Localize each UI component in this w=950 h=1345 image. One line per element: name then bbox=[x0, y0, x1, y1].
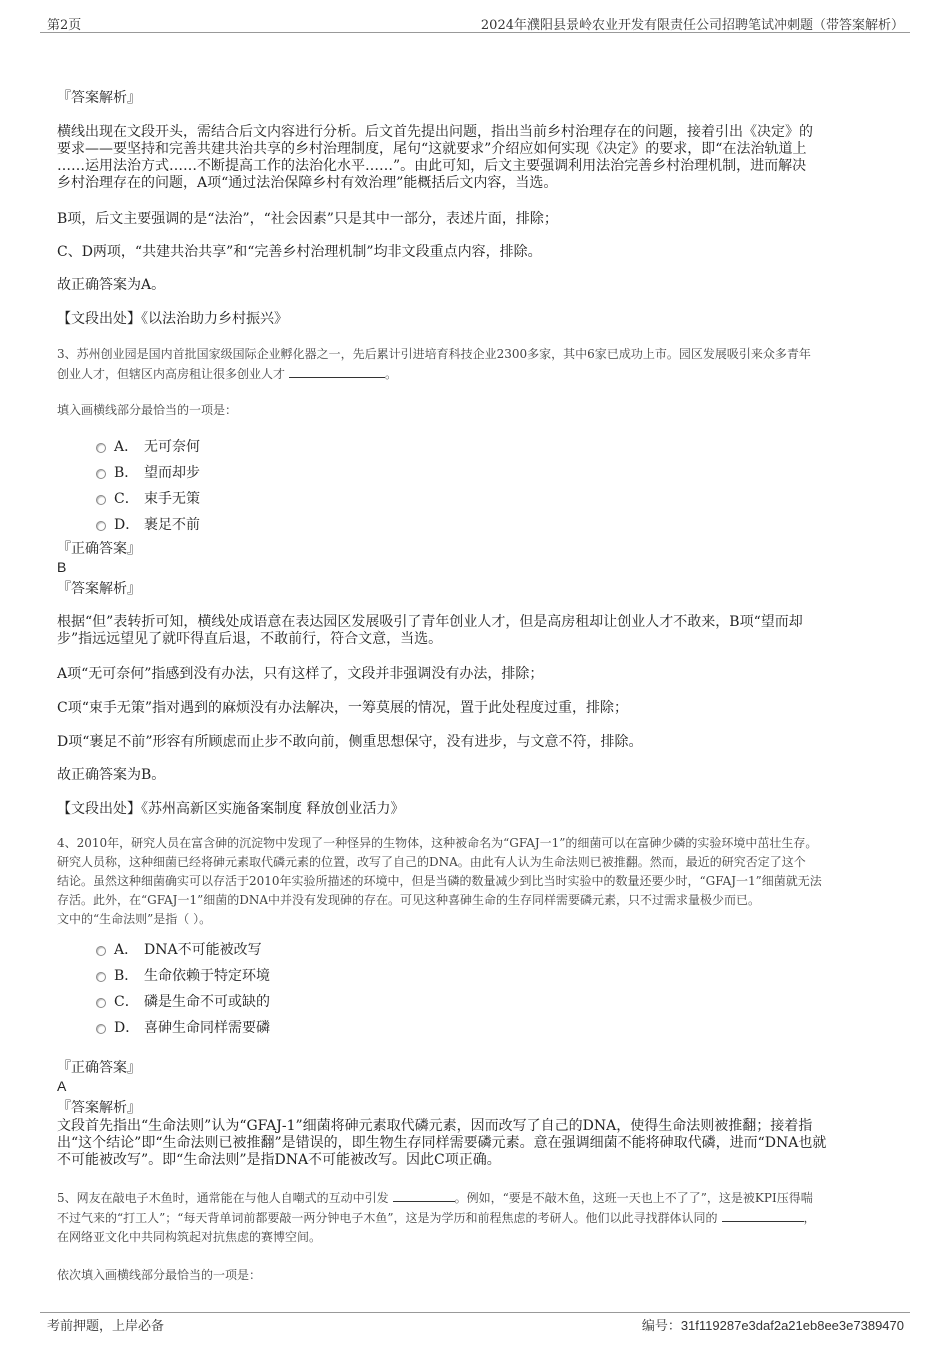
option-text: 无可奈何 bbox=[144, 439, 200, 455]
q5-stem-line2a: 不过气来的“打工人”；“每天背单词前都要敲一两分钟电子木鱼”，这是为学历和前程焦虑的考研人。他们以此寻找群体认同的 bbox=[57, 1211, 718, 1225]
q5-stem-line bbox=[57, 1208, 907, 1228]
option-letter: B． bbox=[114, 968, 139, 984]
q2-option-cd-explanation: C、D两项，“共建共治共享”和“完善乡村治理机制”均非文段重点内容，排除。 bbox=[57, 244, 542, 260]
option-text: 生命依赖于特定环境 bbox=[144, 968, 270, 984]
q5-stem-line1b: 。例如，“要是不敲木鱼，这班一天也上不了了”，这是被KPI压得喘 bbox=[454, 1191, 813, 1205]
q3-option-a-explanation: A项“无可奈何”指感到没有办法，只有这样了，文段并非强调没有办法，排除； bbox=[57, 666, 544, 682]
document-title: 2024年濮阳县景岭农业开发有限责任公司招聘笔试冲刺题（带答案解析） bbox=[480, 18, 904, 33]
q3-conclusion: 故正确答案为B。 bbox=[57, 767, 166, 783]
q2-analysis-line: 横线出现在文段开头，需结合后文内容进行分析。后文首先提出问题，指出当前乡村治理存在的问题，接着引出《决定》的 bbox=[57, 124, 813, 140]
q2-source: 【文段出处】《以法治助力乡村振兴》 bbox=[57, 311, 288, 327]
footer-code-value: 31f119287e3daf2a21eb8ee3e7389470 bbox=[680, 1318, 904, 1333]
option-letter: C． bbox=[114, 994, 139, 1010]
q4-analysis-body bbox=[57, 1118, 897, 1169]
q3-stem-line: 3、苏州创业园是国内首批国家级国际企业孵化器之一，先后累计引进培育科技企业2300多家，其中6家已成功上市。园区发展吸引来众多青年 bbox=[57, 347, 811, 361]
q5-stem-line: 在网络亚文化中共同构筑起对抗焦虑的赛博空间。 bbox=[57, 1230, 322, 1244]
q3-option-c[interactable] bbox=[96, 488, 200, 508]
q3-source: 【文段出处】《苏州高新区实施备案制度 释放创业活力》 bbox=[57, 801, 405, 817]
q3-option-c-explanation: C项“束手无策”指对遇到的麻烦没有办法解决，一筹莫展的情况，置于此处程度过重，排除； bbox=[57, 700, 629, 716]
radio-icon[interactable] bbox=[96, 1024, 106, 1034]
radio-icon[interactable] bbox=[96, 946, 106, 956]
radio-icon[interactable] bbox=[96, 972, 106, 982]
q4-analysis-label: 『答案解析』 bbox=[57, 1100, 141, 1116]
radio-icon[interactable] bbox=[96, 469, 106, 479]
q3-analysis-body bbox=[57, 614, 897, 648]
option-text: 望而却步 bbox=[144, 465, 200, 481]
q3-correct-answer: B bbox=[57, 559, 67, 575]
option-letter: D． bbox=[114, 1020, 140, 1036]
q3-option-a[interactable] bbox=[96, 436, 200, 456]
q4-option-d[interactable] bbox=[96, 1017, 270, 1037]
q4-analysis-line: 出“这个结论”即“生命法则已被推翻”是错误的，即生物生存同样需要磷元素。意在强调细菌不能将砷取代磷，进而“DNA也就 bbox=[57, 1135, 827, 1151]
option-text: 喜砷生命同样需要磷 bbox=[144, 1020, 270, 1036]
q3-stem-line2: 创业人才，但辖区内高房租让很多创业人才 bbox=[57, 367, 286, 381]
q3-prompt: 填入画横线部分最恰当的一项是： bbox=[57, 403, 238, 417]
q4-stem-line: 文中的“生命法则”是指（ ）。 bbox=[57, 912, 212, 926]
q3-analysis-line: 步”指远远望见了就吓得直后退，不敢前行，符合文意，当选。 bbox=[57, 631, 443, 647]
q5-stem-line bbox=[57, 1188, 907, 1208]
q2-analysis-line: 乡村治理存在的问题，A项“通过法治保障乡村有效治理”能概括后文内容，当选。 bbox=[57, 175, 558, 191]
q4-stem-line: 4、2010年，研究人员在富含砷的沉淀物中发现了一种怪异的生物体，这种被命名为“GFAJ一1”的细菌可以在富砷少磷的实验环境中茁壮生存。 bbox=[57, 836, 818, 850]
q4-option-c[interactable] bbox=[96, 991, 270, 1011]
q3-analysis-label: 『答案解析』 bbox=[57, 581, 141, 597]
radio-icon[interactable] bbox=[96, 998, 106, 1008]
option-letter: B． bbox=[114, 465, 139, 481]
q2-analysis-label: 『答案解析』 bbox=[57, 90, 141, 106]
page-number: 第2页 bbox=[47, 18, 82, 33]
footer-code bbox=[642, 1315, 904, 1334]
q5-stem bbox=[57, 1188, 907, 1247]
q3-stem bbox=[57, 345, 907, 384]
option-letter: A． bbox=[114, 942, 139, 958]
q4-option-a[interactable] bbox=[96, 939, 262, 959]
q3-option-b[interactable] bbox=[96, 462, 200, 482]
q2-analysis-line: 要求——要坚持和完善共建共治共享的乡村治理制度，尾句“这就要求”介绍应如何实现《决定》的要求，即“在法治轨道上 bbox=[57, 141, 807, 157]
option-text: DNA不可能被改写 bbox=[144, 942, 262, 958]
q4-stem bbox=[57, 834, 907, 929]
q3-option-d-explanation: D项“裹足不前”形容有所顾虑而止步不敢向前，侧重思想保守，没有进步，与文意不符，排除。 bbox=[57, 734, 643, 750]
q4-stem-line: 结论。虽然这种细菌确实可以存活于2010年实验所描述的环境中，但是当磷的数量减少到比当时实验中的数量还要少时，“GFAJ一1”细菌就无法 bbox=[57, 874, 822, 888]
radio-icon[interactable] bbox=[96, 443, 106, 453]
q3-correct-label: 『正确答案』 bbox=[57, 541, 141, 557]
q4-stem-line: 存活。此外，在“GFAJ一1”细菌的DNA中并没有发现砷的存在。可见这种喜砷生命的生存同样需要磷元素，只不过需求量极少而已。 bbox=[57, 893, 761, 907]
option-letter: C． bbox=[114, 491, 139, 507]
q2-analysis-line: ……运用法治方式……不断提高工作的法治化水平……”。由此可知，后文主要强调利用法治完善乡村治理机制，进而解决 bbox=[57, 158, 807, 174]
q2-analysis-body bbox=[57, 124, 897, 192]
q3-stem-line2-end: 。 bbox=[385, 367, 398, 381]
q4-stem-line: 研究人员称，这种细菌已经将砷元素取代磷元素的位置，改写了自己的DNA。由此有人认为生命法则已被推翻。然而，最近的研究否定了这个 bbox=[57, 855, 806, 869]
option-letter: A． bbox=[114, 439, 139, 455]
radio-icon[interactable] bbox=[96, 495, 106, 505]
option-text: 磷是生命不可或缺的 bbox=[144, 994, 270, 1010]
footer-code-label: 编号： bbox=[641, 1319, 681, 1334]
footer-divider bbox=[40, 1312, 910, 1313]
q5-blank-1[interactable] bbox=[393, 1188, 455, 1202]
q4-option-b[interactable] bbox=[96, 965, 270, 985]
q5-prompt: 依次填入画横线部分最恰当的一项是： bbox=[57, 1268, 262, 1282]
option-text: 束手无策 bbox=[144, 491, 200, 507]
q5-stem-line1a: 5、网友在敲电子木鱼时，通常能在与他人自嘲式的互动中引发 bbox=[57, 1191, 389, 1205]
q2-conclusion: 故正确答案为A。 bbox=[57, 277, 166, 293]
q3-option-d[interactable] bbox=[96, 514, 200, 534]
q4-correct-label: 『正确答案』 bbox=[57, 1060, 141, 1076]
option-text: 裹足不前 bbox=[144, 517, 200, 533]
q3-analysis-line: 根据“但”表转折可知，横线处成语意在表达园区发展吸引了青年创业人才，但是高房租却让创业人才不敢来，B项“望而却 bbox=[57, 614, 803, 630]
option-letter: D． bbox=[114, 517, 140, 533]
footer-slogan: 考前押题，上岸必备 bbox=[47, 1319, 165, 1334]
q4-correct-answer: A bbox=[57, 1078, 67, 1094]
q5-blank-2[interactable] bbox=[722, 1208, 804, 1222]
header-divider bbox=[40, 32, 910, 33]
q2-option-b-explanation: B项，后文主要强调的是“法治”，“社会因素”只是其中一部分，表述片面，排除； bbox=[57, 211, 558, 227]
q4-analysis-line: 不可能被改写”。即“生命法则”是指DNA不可能被改写。因此C项正确。 bbox=[57, 1152, 501, 1168]
q4-analysis-line: 文段首先指出“生命法则”认为“GFAJ-1”细菌将砷元素取代磷元素，因而改写了自己的DNA，使得生命法则被推翻；接着指 bbox=[57, 1118, 813, 1134]
radio-icon[interactable] bbox=[96, 521, 106, 531]
q5-stem-line2b: ， bbox=[803, 1211, 816, 1225]
q3-stem-line bbox=[57, 364, 907, 384]
q3-blank[interactable] bbox=[289, 364, 385, 378]
